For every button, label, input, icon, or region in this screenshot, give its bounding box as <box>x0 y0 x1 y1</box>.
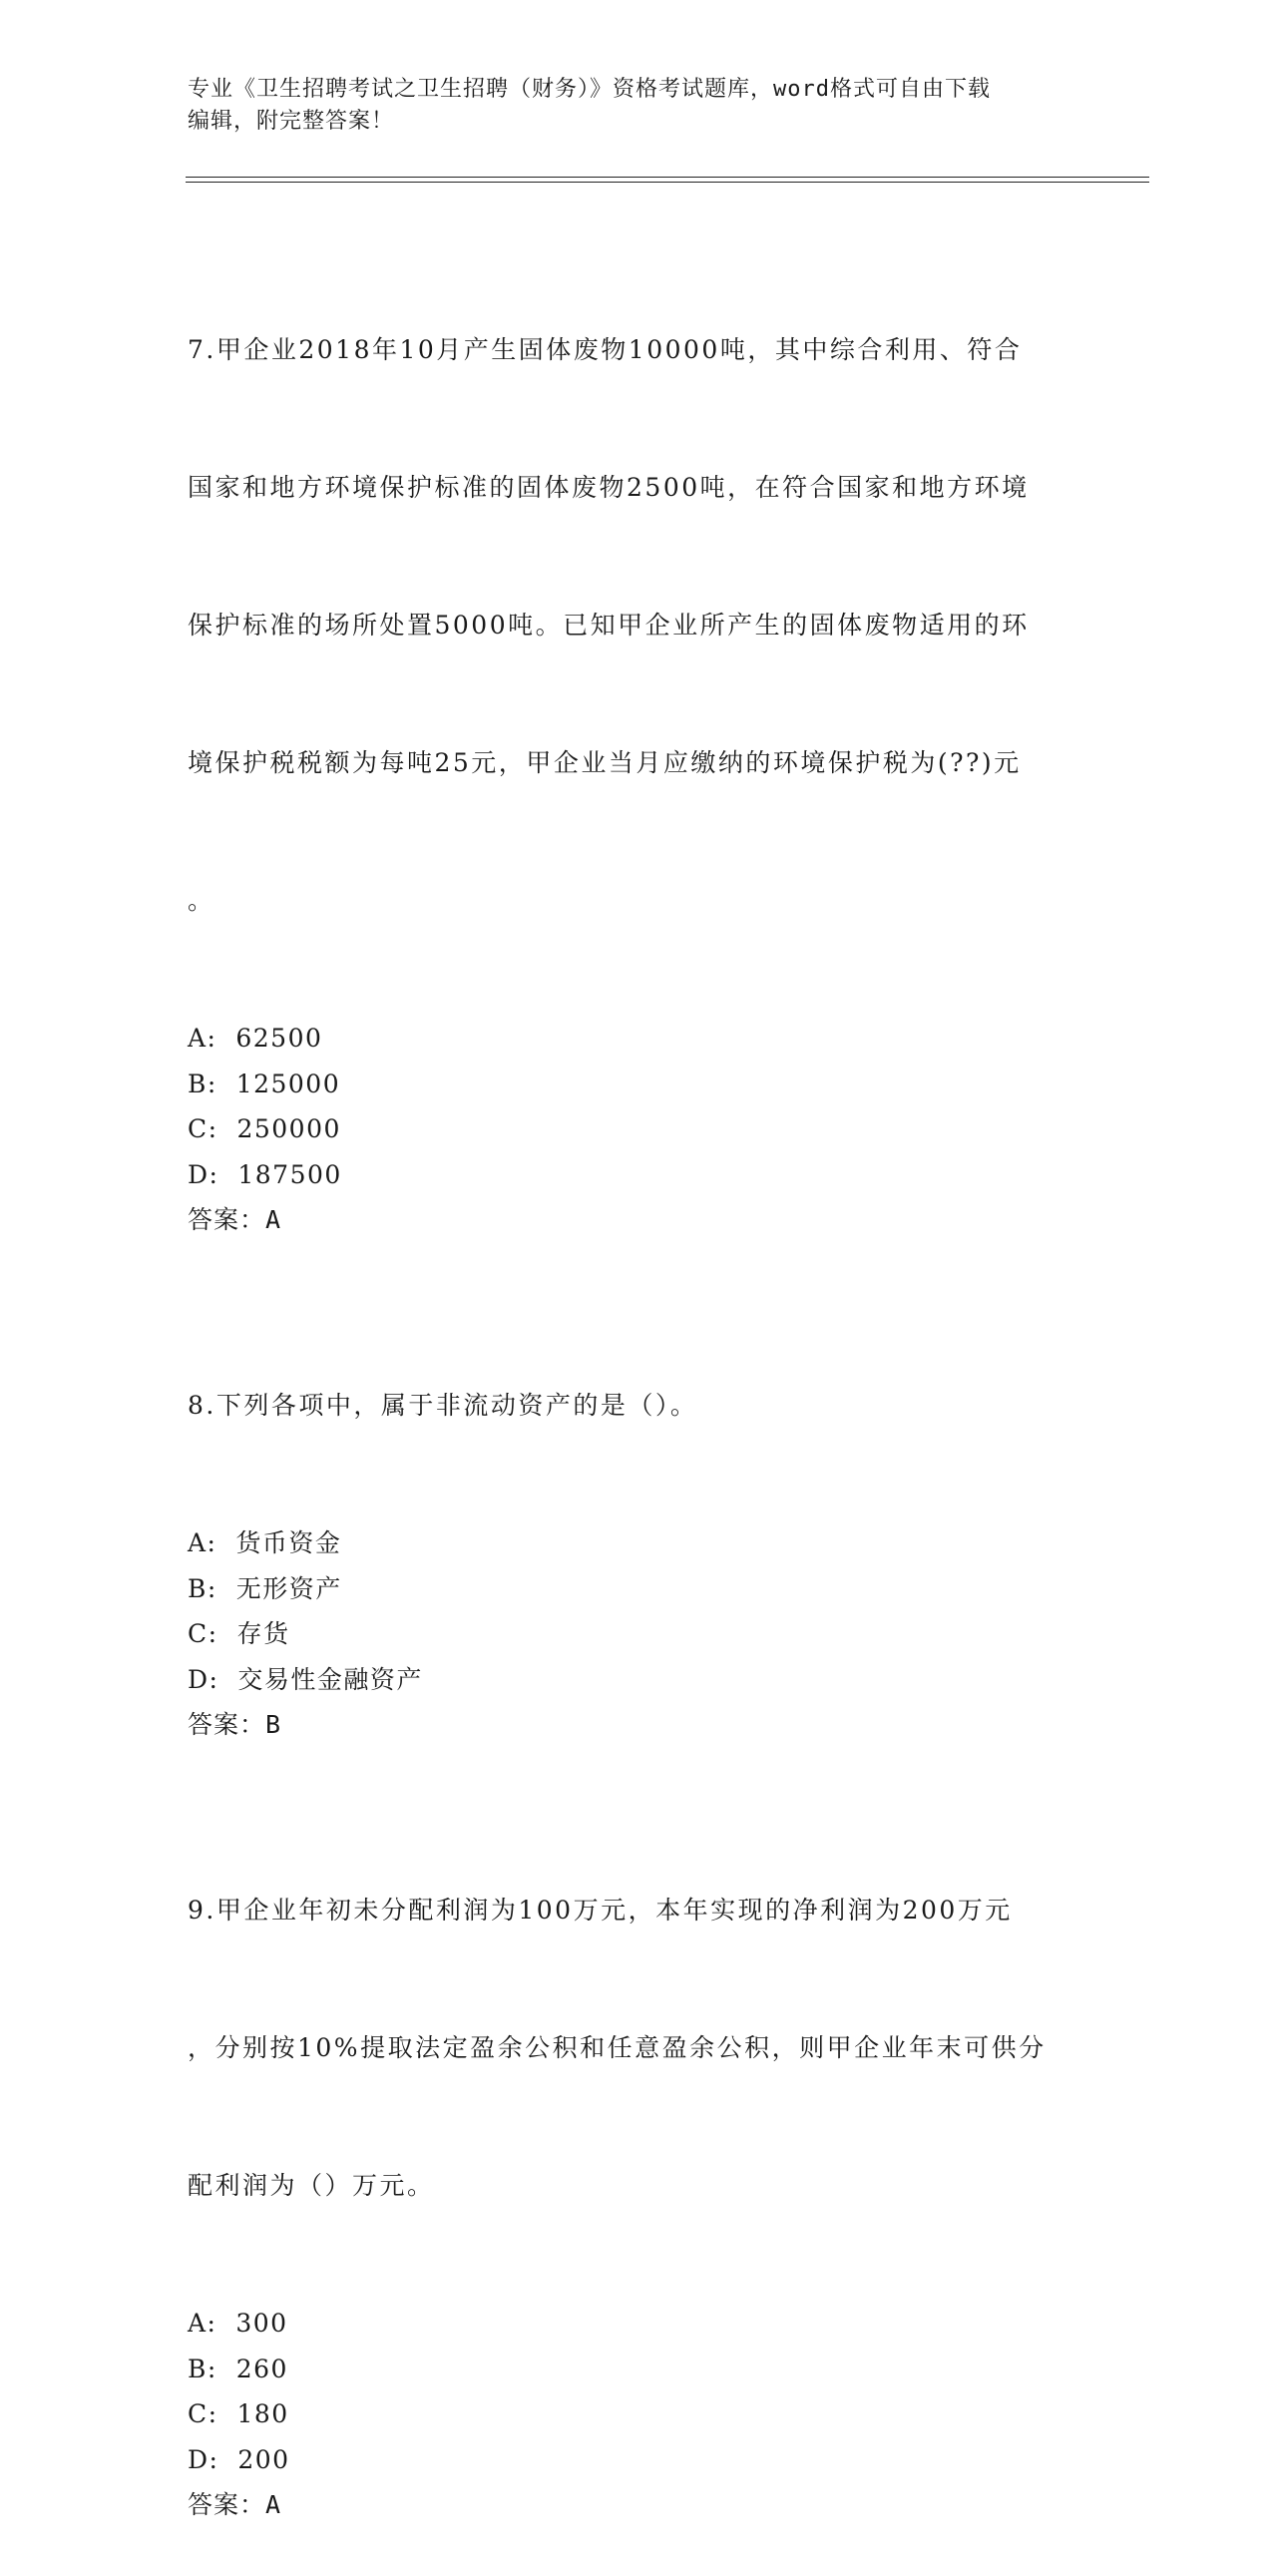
option-a: A: 货币资金 <box>188 1528 342 1557</box>
question-list <box>188 235 1085 2576</box>
option-c: C: 180 <box>188 2399 289 2428</box>
question-stem <box>188 1796 1085 2301</box>
stem-line: 国家和地方环境保护标准的固体废物2500吨，在符合国家和地方环境 <box>188 473 1030 502</box>
option-c: C: 250000 <box>188 1114 341 1143</box>
question-9 <box>188 1796 1085 2528</box>
option-b: B: 无形资产 <box>188 1573 342 1603</box>
question-7 <box>188 235 1085 1243</box>
option-d: D: 交易性金融资产 <box>188 1664 423 1694</box>
option-d: D: 200 <box>188 2444 290 2474</box>
answer-label: 答案：A <box>188 2490 282 2519</box>
stem-line: 保护标准的场所处置5000吨。已知甲企业所产生的固体废物适用的环 <box>188 611 1030 640</box>
question-stem <box>188 1291 1085 1520</box>
header-rule-bottom <box>186 182 1149 183</box>
answer-label: 答案：A <box>188 1205 282 1234</box>
question-stem <box>188 235 1085 1016</box>
stem-line: 8.下列各项中，属于非流动资产的是（）。 <box>188 1391 698 1420</box>
header-line-2: 编辑，附完整答案！ <box>188 109 395 134</box>
option-b: B: 260 <box>188 2354 288 2383</box>
stem-line: 境保护税税额为每吨25元，甲企业当月应缴纳的环境保护税为(??)元 <box>188 748 1022 777</box>
document-header <box>188 74 1065 138</box>
option-a: A: 62500 <box>188 1024 323 1053</box>
stem-line: 。 <box>188 886 215 915</box>
answer-label: 答案：B <box>188 1710 282 1739</box>
option-d: D: 187500 <box>188 1159 342 1189</box>
stem-line: ，分别按10%提取法定盈余公积和任意盈余公积，则甲企业年末可供分 <box>188 2033 1047 2062</box>
option-c: C: 存货 <box>188 1619 290 1648</box>
header-line-1: 专业《卫生招聘考试之卫生招聘（财务）》资格考试题库，word格式可自由下载 <box>188 77 991 102</box>
option-b: B: 125000 <box>188 1069 341 1098</box>
option-a: A: 300 <box>188 2309 288 2338</box>
header-rule-top <box>186 177 1149 178</box>
stem-line: 配利润为（）万元。 <box>188 2171 435 2200</box>
stem-line: 9.甲企业年初未分配利润为100万元，本年实现的净利润为200万元 <box>188 1896 1013 1925</box>
stem-line: 7.甲企业2018年10月产生固体废物10000吨，其中综合利用、符合 <box>188 335 1023 364</box>
question-8 <box>188 1291 1085 1748</box>
